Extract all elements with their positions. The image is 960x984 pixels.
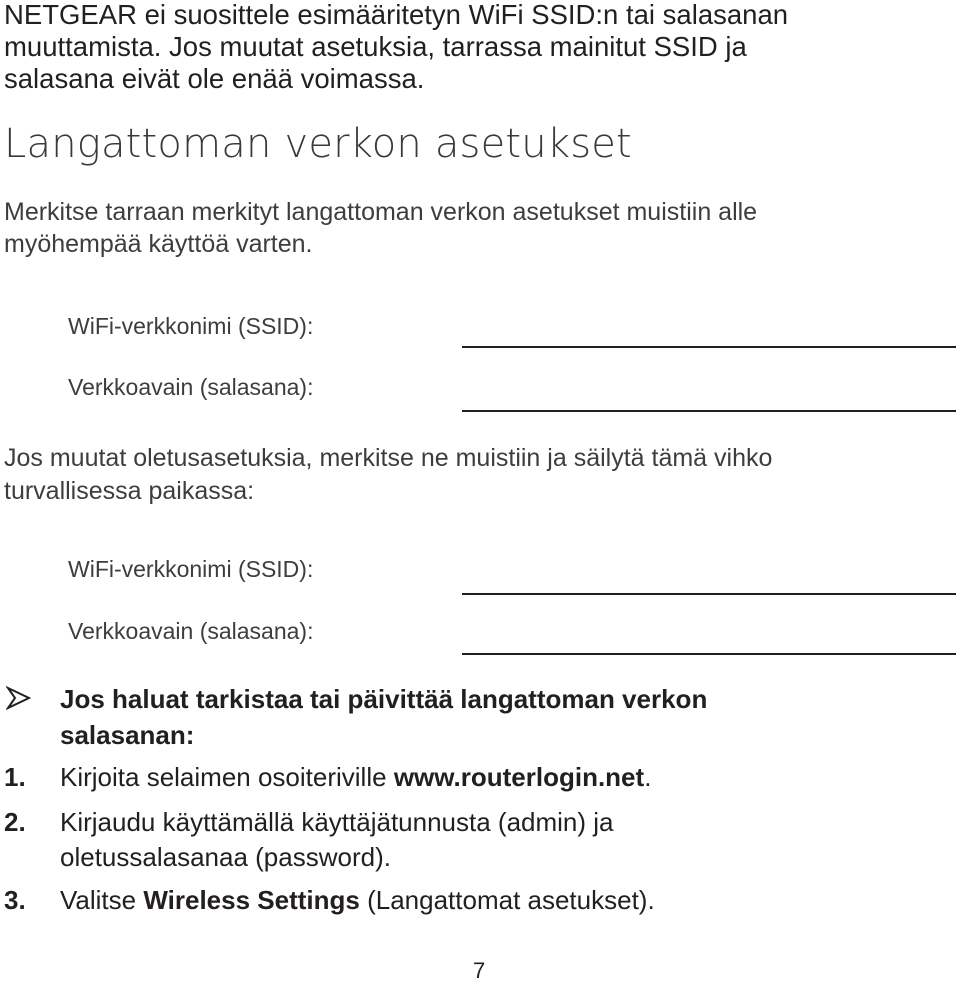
step-2-number: 2. <box>4 807 26 837</box>
intro-line-1: NETGEAR ei suosittele esimääritetyn WiFi SSID:n tai salasanan <box>4 0 789 30</box>
label-paragraph-line-1: Merkitse tarraan merkityt langattoman verkon asetukset muistiin alle <box>4 198 758 226</box>
router-login-url: www.routerlogin.net <box>393 762 645 792</box>
step-3-text <box>60 883 655 917</box>
intro-line-3: salasana eivät ole enää voimassa. <box>4 63 425 94</box>
changed-key-write-line <box>462 653 956 655</box>
instructions-heading-line-2: salasanan: <box>60 720 195 750</box>
changed-key-label: Verkkoavain (salasana): <box>68 618 314 644</box>
step-3-text-after: (Langattomat asetukset). <box>359 885 655 915</box>
step-2-line-1: Kirjaudu käyttämällä käyttäjätunnusta (admin) ja <box>60 807 614 837</box>
page-number: 7 <box>473 958 486 983</box>
step-1-text-after: . <box>644 762 652 792</box>
step-2-line-2: oletussalasanaa (password). <box>60 842 391 872</box>
step-3-number: 3. <box>4 885 26 915</box>
step-1-text <box>60 760 651 794</box>
changed-paragraph-line-2: turvallisessa paikassa: <box>4 477 255 505</box>
instructions-heading-line-1: Jos haluat tarkistaa tai päivittää langattoman verkon <box>60 684 708 714</box>
step-1-number: 1. <box>4 762 26 792</box>
default-ssid-label: WiFi-verkkonimi (SSID): <box>68 313 314 339</box>
changed-ssid-label: WiFi-verkkonimi (SSID): <box>68 556 314 582</box>
intro-line-2: muuttamista. Jos muutat asetuksia, tarrassa mainitut SSID ja <box>4 31 747 62</box>
arrowhead-bullet-icon <box>6 686 32 710</box>
section-heading: Langattoman verkon asetukset <box>4 121 632 167</box>
default-ssid-write-line <box>462 346 956 348</box>
wireless-settings-term: Wireless Settings <box>143 885 360 915</box>
step-3-text-before: Valitse <box>60 885 144 915</box>
label-paragraph-line-2: myöhempää käyttöä varten. <box>4 230 313 258</box>
default-key-label: Verkkoavain (salasana): <box>68 374 314 400</box>
changed-paragraph-line-1: Jos muutat oletusasetuksia, merkitse ne muistiin ja säilytä tämä vihko <box>4 444 773 472</box>
changed-ssid-write-line <box>462 593 956 595</box>
default-key-write-line <box>462 410 956 412</box>
step-1-text-before: Kirjoita selaimen osoiteriville <box>60 762 394 792</box>
